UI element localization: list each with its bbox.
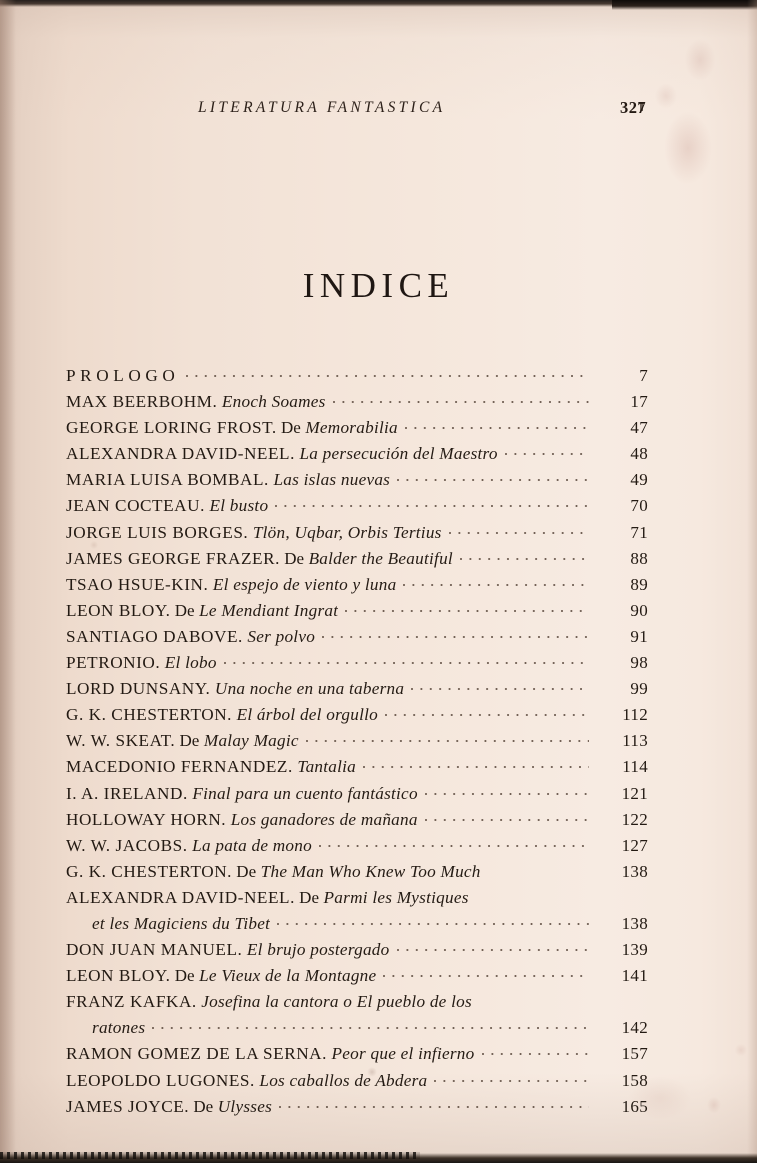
index-entry-author: PROLOGO — [66, 366, 180, 385]
index-entry — [66, 389, 648, 415]
index-entry-page-number: 122 — [621, 809, 648, 829]
index-entry — [66, 363, 648, 389]
index-entry-author: MAX BEERBOHM. — [66, 392, 218, 412]
index-entry-page-number: 49 — [630, 470, 648, 490]
index-entry-page-number: 121 — [621, 783, 648, 803]
index-entry-text — [66, 363, 179, 389]
scan-edge-bottom-speckle — [0, 1152, 420, 1159]
index-entry-work-title: El árbol del orgullo — [232, 705, 378, 725]
index-entry-text — [66, 937, 390, 963]
index-entry-author: ALEXANDRA DAVID-NEEL. — [66, 444, 295, 464]
index-entry-page-number: 47 — [630, 418, 648, 438]
dot-leader — [345, 598, 589, 616]
index-entry-page-number: 113 — [622, 731, 648, 751]
index-entry-author: JAMES GEORGE FRAZER. — [66, 548, 280, 568]
index-entry-page-number: 158 — [621, 1070, 648, 1090]
index-entry-page-number: 90 — [630, 600, 648, 620]
dot-leader — [405, 415, 589, 433]
index-entry-connector: De — [175, 731, 200, 751]
index-entry-text — [66, 1041, 475, 1067]
dot-leader — [186, 363, 589, 381]
dot-leader — [460, 546, 589, 564]
index-entry-text — [66, 1015, 145, 1041]
index-entry-work-title: El espejo de viento y luna — [208, 574, 397, 594]
dot-leader — [397, 937, 590, 955]
index-entry-text — [66, 1068, 427, 1094]
index-entry — [66, 728, 648, 754]
index-entry-connector: De — [170, 600, 195, 620]
index-entry-text — [66, 389, 326, 415]
index-entry-text — [66, 859, 531, 885]
index-entry — [66, 624, 648, 650]
dot-leader — [306, 728, 589, 746]
index-entry-page-number: 112 — [622, 705, 648, 725]
index-entry-work-title: Los caballos de Abdera — [254, 1070, 428, 1090]
dot-leader — [538, 859, 589, 877]
index-entry — [66, 1041, 648, 1067]
index-entry-connector: De — [276, 418, 301, 438]
index-entry-work-title: Le Mendiant Ingrat — [194, 600, 339, 620]
index-entry — [66, 859, 648, 885]
dot-leader — [152, 1015, 589, 1033]
index-entry-text — [66, 963, 376, 989]
index-entry-page-number: 99 — [630, 679, 648, 699]
index-entry-connector: De — [279, 548, 305, 568]
index-entry-work-title: Las islas nuevas — [268, 470, 391, 490]
index-entry-work-title: Ulysses — [213, 1096, 273, 1116]
index-entry — [66, 520, 648, 546]
index-entry — [66, 781, 648, 807]
index-entry-author: G. K. CHESTERTON. — [66, 861, 233, 881]
dot-leader — [385, 702, 589, 720]
index-entry-text — [66, 598, 338, 624]
index-entry — [66, 963, 648, 989]
index-entry-page-number: 98 — [630, 653, 648, 673]
index-entry-work-title: Ser polvo — [242, 626, 316, 646]
index-entry-connector: De — [189, 1096, 214, 1116]
index-entry-work-title: El busto — [204, 496, 269, 516]
index-entry — [66, 807, 648, 833]
index-entry-work-title: Josefina la cantora o El pueblo de los — [196, 992, 472, 1012]
index-entry-author: G. K. CHESTERTON. — [66, 705, 233, 725]
index-entry-work-title: El brujo postergado — [242, 940, 390, 960]
index-entry — [66, 493, 648, 519]
index-entry-text — [66, 807, 418, 833]
index-entry — [66, 441, 648, 467]
dot-leader — [275, 493, 589, 511]
dot-leader — [397, 467, 589, 485]
page-title: INDICE — [302, 266, 455, 305]
index-entry-author: DON JUAN MANUEL. — [66, 940, 243, 960]
index-entry — [66, 885, 648, 911]
index-entry-text — [66, 520, 442, 546]
index-entry-page-number: 141 — [621, 966, 648, 986]
dot-leader — [425, 781, 589, 799]
index-entry-text — [66, 833, 312, 859]
index-entry — [66, 937, 648, 963]
index-entry-work-title: Una noche en una taberna — [210, 679, 405, 699]
index-entry-author: RAMON GOMEZ DE LA SERNA. — [66, 1044, 327, 1064]
index-entry-author: PETRONIO. — [66, 653, 161, 673]
dot-leader — [383, 963, 589, 981]
dot-leader — [425, 807, 589, 825]
index-entry-text — [66, 885, 525, 911]
index-entry-author: JEAN COCTEAU. — [66, 496, 205, 516]
index-entry-page-number: 7 — [639, 366, 648, 385]
index-entry-text — [66, 546, 453, 572]
index-entry-work-title: Tantalia — [292, 757, 357, 777]
index-entry-text — [66, 702, 378, 728]
index-entry-author: I. A. IRELAND. — [66, 783, 188, 803]
index-entry-page-number: 88 — [630, 548, 648, 568]
index-entry-page-number: 165 — [621, 1096, 648, 1116]
dot-leader — [333, 389, 589, 407]
index-entry-text — [66, 493, 268, 519]
index-entry-page-number: 114 — [622, 757, 648, 777]
index-entry-work-title: Parmi les Mystiques — [319, 887, 469, 907]
index-entry-page-number: 138 — [621, 861, 648, 881]
index-entry-author: MACEDONIO FERNANDEZ. — [66, 757, 293, 777]
index-entry-page-number: 48 — [630, 444, 648, 464]
index-entry-connector: De — [232, 861, 257, 881]
dot-leader — [322, 624, 589, 642]
index-entry-author: LEOPOLDO LUGONES. — [66, 1070, 255, 1090]
index-entry-work-title: Enoch Soames — [217, 392, 326, 412]
index-entry-author: SANTIAGO DABOVE. — [66, 626, 243, 646]
index-entry — [66, 702, 648, 728]
scan-edge-gutter-left — [0, 0, 16, 1163]
index-entry — [66, 1094, 648, 1120]
index-entry-text — [66, 989, 527, 1015]
index-entry-continuation — [66, 911, 648, 937]
index-entry — [66, 833, 648, 859]
index-entry-author: W. W. SKEAT. — [66, 731, 176, 751]
dot-leader — [505, 441, 589, 459]
index-entry-author: W. W. JACOBS. — [66, 835, 188, 855]
index-entry-work-title: Le Vieux de la Montagne — [194, 966, 377, 986]
index-entry-work-title: Los ganadores de mañana — [226, 809, 418, 829]
index-entry-work-title: Malay Magic — [199, 731, 299, 751]
index-entry — [66, 650, 648, 676]
index-entry-page-number: 127 — [621, 835, 648, 855]
dot-leader — [532, 885, 589, 903]
index-entry-page-number: 142 — [621, 1018, 648, 1038]
index-entry-text — [66, 676, 404, 702]
index-entry-text — [66, 650, 217, 676]
index-entry-text — [66, 467, 390, 493]
index-entry-work-title: The Man Who Knew Too Much — [256, 861, 481, 881]
index-entry — [66, 1068, 648, 1094]
index-entry-author: ALEXANDRA DAVID-NEEL. — [66, 887, 295, 907]
index-entry — [66, 572, 648, 598]
dot-leader — [411, 676, 589, 694]
dot-leader — [224, 650, 589, 668]
running-header-folio: 327 — [620, 98, 646, 117]
index-entry-text — [66, 441, 498, 467]
index-entry-author: MARIA LUISA BOMBAL. — [66, 470, 269, 490]
dot-leader — [277, 911, 589, 929]
index-entry-page-number: 71 — [630, 522, 648, 542]
index-entry-work-title: Memorabilia — [300, 418, 398, 438]
index-entry — [66, 598, 648, 624]
index-entry-author: LEON BLOY. — [66, 966, 171, 986]
index-entry — [66, 467, 648, 493]
index-entry-continuation — [66, 1015, 648, 1041]
index-entry-text — [66, 1094, 272, 1120]
index-entry-text — [66, 911, 270, 937]
dot-leader — [363, 754, 589, 772]
index-entry-text — [66, 728, 299, 754]
running-header-title: LITERATURA FANTASTICA — [198, 99, 446, 116]
index-entry-page-number: 17 — [630, 392, 648, 412]
index-entry-connector: De — [170, 966, 195, 986]
dot-leader — [434, 1068, 589, 1086]
index-entry-work-title: Final para un cuento fantástico — [187, 783, 418, 803]
index-entry-page-number: 91 — [630, 626, 648, 646]
index-entry-work-title: Peor que el infierno — [327, 1044, 475, 1064]
index-entry-author: LORD DUNSANY. — [66, 679, 211, 699]
dot-leader — [482, 1041, 590, 1059]
scan-edge-top-right — [612, 0, 757, 10]
dot-leader — [449, 520, 589, 538]
dot-leader — [279, 1094, 589, 1112]
index-entry — [66, 415, 648, 441]
index-entry-work-title: ratones — [92, 1018, 146, 1038]
index-entry-page-number: 89 — [630, 574, 648, 594]
index-entry-text — [66, 415, 398, 441]
index-entry-author: HOLLOWAY HORN. — [66, 809, 227, 829]
index-entry-author: JORGE LUIS BORGES. — [66, 522, 249, 542]
index-entry — [66, 989, 648, 1015]
index-entry-work-title: La persecución del Maestro — [294, 444, 498, 464]
index-entry-page-number: 138 — [621, 913, 648, 933]
index-entry-connector: De — [294, 887, 319, 907]
index-entry — [66, 754, 648, 780]
index-entry-text — [66, 781, 418, 807]
index-entry-author: TSAO HSUE-KIN. — [66, 574, 209, 594]
scan-edge-right — [747, 0, 757, 1163]
index-entry-author: FRANZ KAFKA. — [66, 992, 197, 1012]
index-entry-author: JAMES JOYCE. — [66, 1096, 190, 1116]
index-entry-work-title: El lobo — [160, 653, 217, 673]
dot-leader — [534, 989, 589, 1007]
index-entry — [66, 546, 648, 572]
index-entry-text — [66, 624, 315, 650]
index-entry — [66, 676, 648, 702]
index-entry-author: LEON BLOY. — [66, 600, 171, 620]
dot-leader — [403, 572, 589, 590]
index-entry-list — [66, 363, 648, 1120]
index-entry-page-number: 157 — [621, 1044, 648, 1064]
index-entry-text — [66, 754, 356, 780]
index-entry-work-title: La pata de mono — [187, 835, 312, 855]
index-entry-page-number: 139 — [621, 940, 648, 960]
index-entry-work-title: Balder the Beautiful — [304, 548, 453, 568]
index-entry-text — [66, 572, 396, 598]
index-entry-author: GEORGE LORING FROST. — [66, 418, 277, 438]
index-entry-work-title: et les Magiciens du Tibet — [92, 913, 271, 933]
dot-leader — [319, 833, 589, 851]
index-entry-page-number: 70 — [630, 496, 648, 516]
index-entry-work-title: Tlön, Uqbar, Orbis Tertius — [248, 522, 442, 542]
